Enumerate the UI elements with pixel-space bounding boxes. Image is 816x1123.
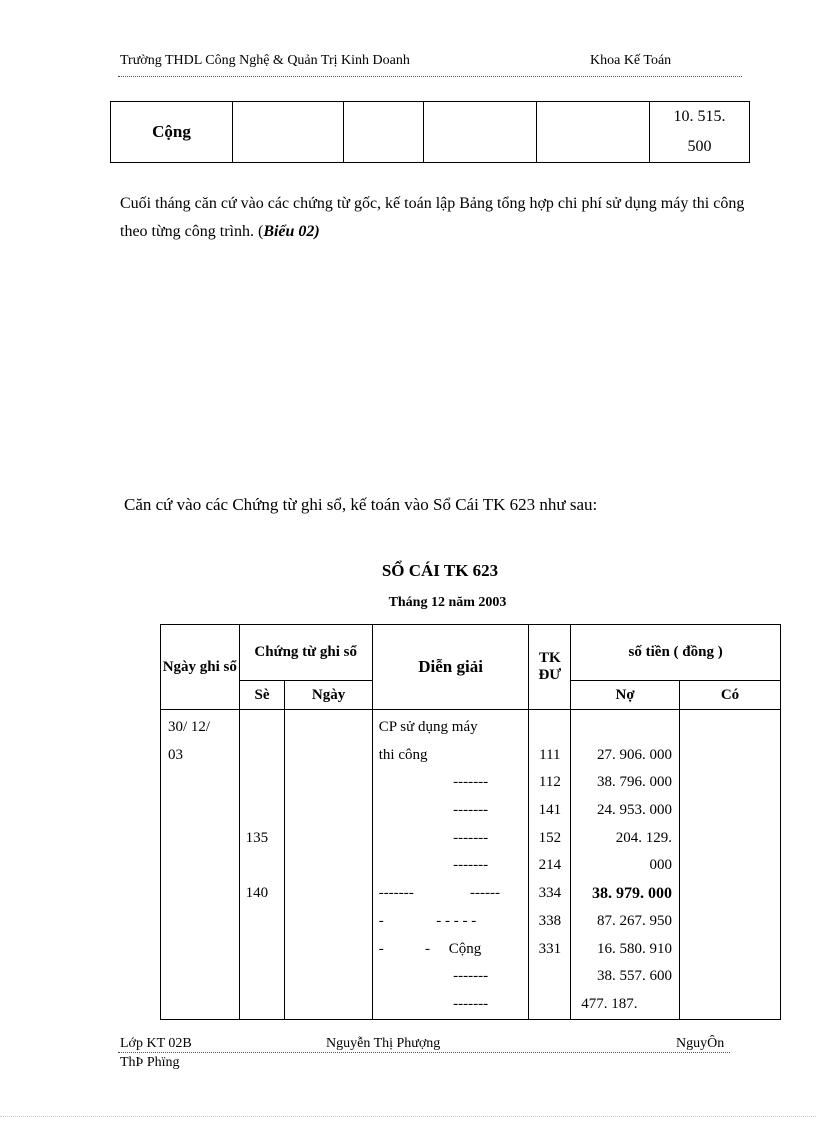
account-line: 111 xyxy=(539,746,561,763)
footer-class: Lớp KT 02B xyxy=(120,1036,192,1051)
description-line: - - Cộng xyxy=(378,940,482,957)
debit-line: 38. 796. 000 xyxy=(596,774,672,791)
col-credit-header: Có xyxy=(679,681,780,710)
footer-right: NguyÔn xyxy=(676,1036,725,1051)
voucher-no-cell xyxy=(239,710,285,1020)
voucher-no-line xyxy=(246,769,285,797)
voucher-no-line xyxy=(246,852,285,880)
col-voucher-no-header: Sè xyxy=(239,681,285,710)
account-line: 338 xyxy=(538,912,562,929)
debit-line: 000 xyxy=(649,857,672,874)
col-voucher-date-header: Ngày xyxy=(285,681,372,710)
col-date-header: Ngày ghi sổ xyxy=(161,625,240,710)
account-line xyxy=(529,714,570,742)
description-line: ------- xyxy=(453,968,489,985)
description-line: ------- ------ xyxy=(378,885,500,902)
description-line: CP sử dụng máy xyxy=(378,719,478,735)
voucher-no-line xyxy=(246,714,285,742)
footer-line2: ThÞ Phïng xyxy=(120,1055,180,1070)
footer-student: Nguyễn Thị Phượng xyxy=(326,1036,441,1051)
description-line: thi công xyxy=(378,746,428,763)
total-table xyxy=(110,101,750,163)
date-line: 03 xyxy=(168,746,183,763)
total-amount-line2: 500 xyxy=(687,138,712,155)
credit-cell xyxy=(679,710,780,1020)
account-line: 112 xyxy=(538,774,561,791)
debit-cell xyxy=(571,710,680,1020)
paragraph-summary xyxy=(120,190,750,246)
total-empty-cell xyxy=(344,102,424,163)
ledger-table xyxy=(160,624,781,1020)
ledger-subtitle: Tháng 12 năm 2003 xyxy=(388,595,507,610)
col-voucher-header: Chứng từ ghi sổ xyxy=(239,625,372,681)
description-line: ------- xyxy=(453,995,489,1012)
voucher-no-line: 140 xyxy=(245,885,269,902)
description-line: ------- xyxy=(453,802,489,819)
description-line: ------- xyxy=(453,829,489,846)
account-cell xyxy=(529,710,571,1020)
voucher-no-line xyxy=(246,797,285,825)
ledger-title: SỔ CÁI TK 623 xyxy=(381,561,499,580)
page-bottom-divider xyxy=(0,1116,816,1117)
total-label: Cộng xyxy=(111,102,233,163)
footer-divider xyxy=(118,1052,730,1053)
paragraph-ledger-intro: Căn cứ vào các Chứng từ ghi sổ, kế toán vào Sổ Cái TK 623 như sau: xyxy=(124,495,598,514)
header-department: Khoa Kế Toán xyxy=(590,53,672,68)
col-account-header: TK ĐƯ xyxy=(529,625,571,710)
description-line: - - - - - - xyxy=(378,912,477,929)
debit-line: 38. 557. 600 xyxy=(596,968,672,985)
debit-line: 87. 267. 950 xyxy=(596,912,672,929)
debit-line: 477. 187. xyxy=(581,995,638,1012)
debit-line xyxy=(571,714,672,742)
debit-line: 16. 580. 910 xyxy=(596,940,672,957)
total-empty-cell xyxy=(424,102,537,163)
debit-line: 27. 906. 000 xyxy=(596,746,672,763)
account-line: 214 xyxy=(538,857,562,874)
voucher-no-line: 135 xyxy=(245,829,269,846)
header-divider xyxy=(118,76,742,77)
total-empty-cell xyxy=(537,102,650,163)
paragraph-summary-ref: Biểu 02) xyxy=(263,223,320,240)
debit-line: 38. 979. 000 xyxy=(591,885,672,903)
description-line: ------- xyxy=(453,857,489,874)
voucher-no-line xyxy=(246,742,285,770)
col-debit-header: Nợ xyxy=(571,681,680,710)
description-line: ------- xyxy=(453,774,489,791)
voucher-date-cell xyxy=(285,710,372,1020)
total-empty-cell xyxy=(233,102,344,163)
account-line: 334 xyxy=(538,885,562,902)
account-line: 331 xyxy=(538,940,562,957)
total-amount xyxy=(650,102,750,163)
paragraph-summary-text: Cuối tháng căn cứ vào các chứng từ gốc, kế toán lập Bảng tổng hợp chi phí sử dụng máy thi công theo từng công trình. ( xyxy=(120,195,745,240)
description-cell xyxy=(372,710,529,1020)
total-amount-line1: 10. 515. xyxy=(673,108,726,125)
col-amount-header: số tiền ( đồng ) xyxy=(571,625,781,681)
account-line: 141 xyxy=(538,802,562,819)
date-cell xyxy=(161,710,240,1020)
date-line: 30/ 12/ xyxy=(168,719,211,735)
header-school: Trường THDL Công Nghệ & Quản Trị Kinh Doanh xyxy=(120,53,410,68)
col-description-header: Diễn giải xyxy=(372,625,529,710)
account-line: 152 xyxy=(538,829,562,846)
debit-line: 204. 129. xyxy=(615,829,672,846)
debit-line: 24. 953. 000 xyxy=(596,802,672,819)
